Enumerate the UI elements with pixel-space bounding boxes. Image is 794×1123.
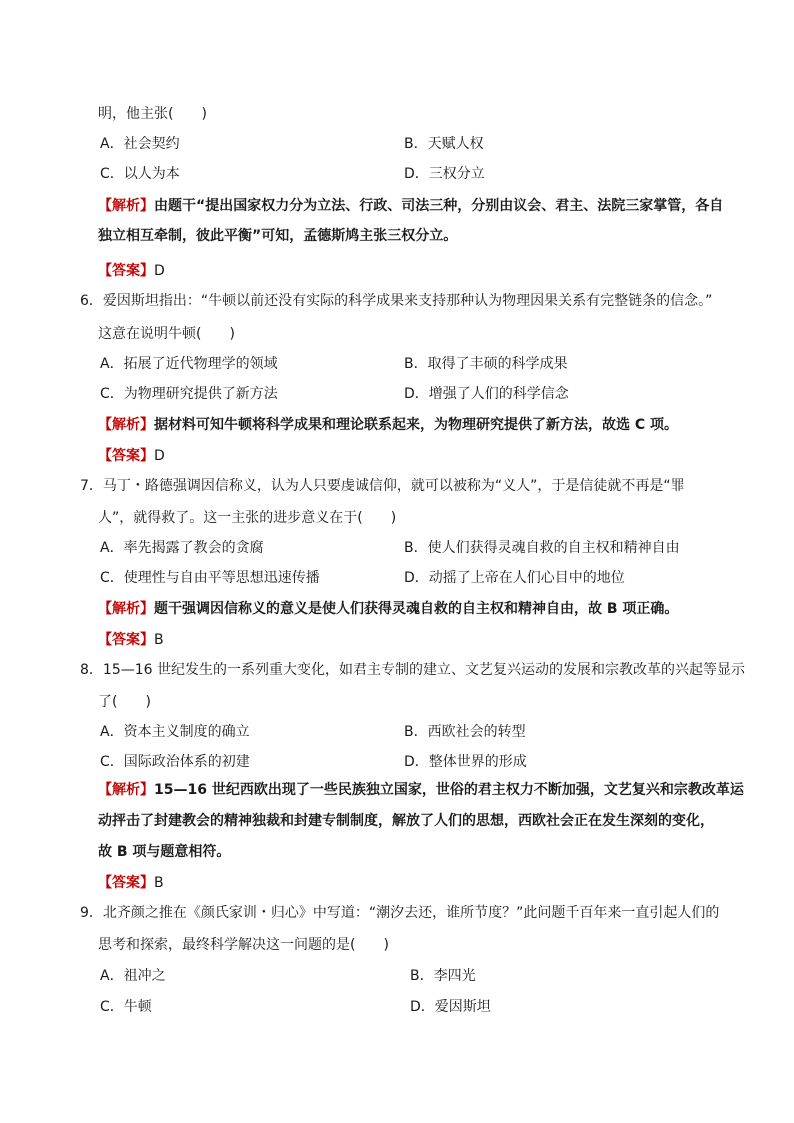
q9-stem-line-1: 9．北齐颜之推在《颜氏家训・归心》中写道：“潮汐去还，谁所节度？”此问题千百年来一直引起人们的 [80, 905, 720, 921]
q8-option-d: D．整体世界的形成 [404, 754, 527, 770]
q5-answer [98, 261, 165, 281]
q6-option-b: B．取得了丰硕的科学成果 [404, 356, 568, 372]
q5-stem-continuation: 明，他主张( ) [98, 106, 207, 122]
answer-label: 【答案】 [98, 632, 154, 648]
q7-stem-line-2: 人”，就得救了。这一主张的进步意义在于( ) [98, 510, 397, 526]
q6-analysis-line-1 [98, 415, 678, 435]
q8-analysis-line-3: 故 B 项与题意相符。 [98, 844, 231, 860]
analysis-text: 据材料可知牛顿将科学成果和理论联系起来，为物理研究提供了新方法，故选 C 项。 [154, 417, 679, 433]
answer-label: 【答案】 [98, 448, 154, 464]
q9-option-b: B．李四光 [410, 968, 476, 984]
q6-option-c: C．为物理研究提供了新方法 [100, 386, 278, 402]
q8-answer [98, 873, 164, 893]
q7-option-c: C．使理性与自由平等思想迅速传播 [100, 570, 320, 586]
q9-option-a: A．祖冲之 [100, 968, 166, 984]
analysis-text: 题干强调因信称义的意义是使人们获得灵魂自救的自主权和精神自由，故 B 项正确。 [154, 601, 679, 617]
analysis-label: 【解析】 [98, 417, 154, 433]
q6-stem-line-1: 6．爱因斯坦指出：“牛顿以前还没有实际的科学成果来支持那种认为物理因果关系有完整链条的信念。” [80, 293, 713, 309]
q5-option-d: D．三权分立 [404, 166, 485, 182]
q6-answer [98, 446, 165, 466]
q8-option-c: C．国际政治体系的初建 [100, 754, 250, 770]
q7-option-d: D．动摇了上帝在人们心目中的地位 [404, 570, 625, 586]
q8-analysis-line-1 [98, 780, 744, 800]
analysis-label: 【解析】 [98, 601, 154, 617]
analysis-label: 【解析】 [98, 782, 154, 798]
answer-value: B [154, 632, 164, 648]
q8-option-a: A．资本主义制度的确立 [100, 724, 250, 740]
answer-value: D [154, 448, 165, 464]
q6-option-d: D．增强了人们的科学信念 [404, 386, 569, 402]
q8-stem-line-2: 了( ) [98, 694, 151, 710]
q9-option-d: D．爱因斯坦 [410, 999, 491, 1015]
q8-option-b: B．西欧社会的转型 [404, 724, 526, 740]
q7-option-a: A．率先揭露了教会的贪腐 [100, 540, 264, 556]
q7-analysis-line-1 [98, 599, 678, 619]
answer-label: 【答案】 [98, 875, 154, 891]
q5-option-c: C．以人为本 [100, 166, 180, 182]
q5-analysis-line-1 [98, 196, 723, 216]
analysis-label: 【解析】 [98, 198, 154, 214]
q6-stem-line-2: 这意在说明牛顿( ) [98, 326, 235, 342]
q5-option-b: B．天赋人权 [404, 136, 484, 152]
q5-analysis-line-2: 独立相互牵制，彼此平衡”可知，孟德斯鸠主张三权分立。 [98, 228, 458, 244]
q9-stem-line-2: 思考和探索，最终科学解决这一问题的是( ) [98, 937, 389, 953]
q7-stem-line-1: 7．马丁・路德强调因信称义，认为人只要虔诚信仰，就可以被称为“义人”，于是信徒就不再是“罪 [80, 478, 685, 494]
analysis-text: 15—16 世纪西欧出现了一些民族独立国家，世俗的君主权力不断加强，文艺复兴和宗教改革运 [154, 782, 744, 798]
answer-value: D [154, 263, 165, 279]
answer-label: 【答案】 [98, 263, 154, 279]
q8-stem-line-1: 8．15—16 世纪发生的一系列重大变化，如君主专制的建立、文艺复兴运动的发展和宗教改革的兴起等显示 [80, 662, 745, 678]
q6-option-a: A．拓展了近代物理学的领域 [100, 356, 278, 372]
q5-option-a: A．社会契约 [100, 136, 180, 152]
q8-analysis-line-2: 动抨击了封建教会的精神独裁和封建专制制度，解放了人们的思想，西欧社会正在发生深刻的变化， [98, 813, 714, 829]
answer-value: B [154, 875, 164, 891]
analysis-text: 由题干“提出国家权力分为立法、行政、司法三种，分别由议会、君主、法院三家掌管，各自 [154, 198, 724, 214]
q7-option-b: B．使人们获得灵魂自救的自主权和精神自由 [404, 540, 680, 556]
q7-answer [98, 630, 164, 650]
q9-option-c: C．牛顿 [100, 999, 152, 1015]
